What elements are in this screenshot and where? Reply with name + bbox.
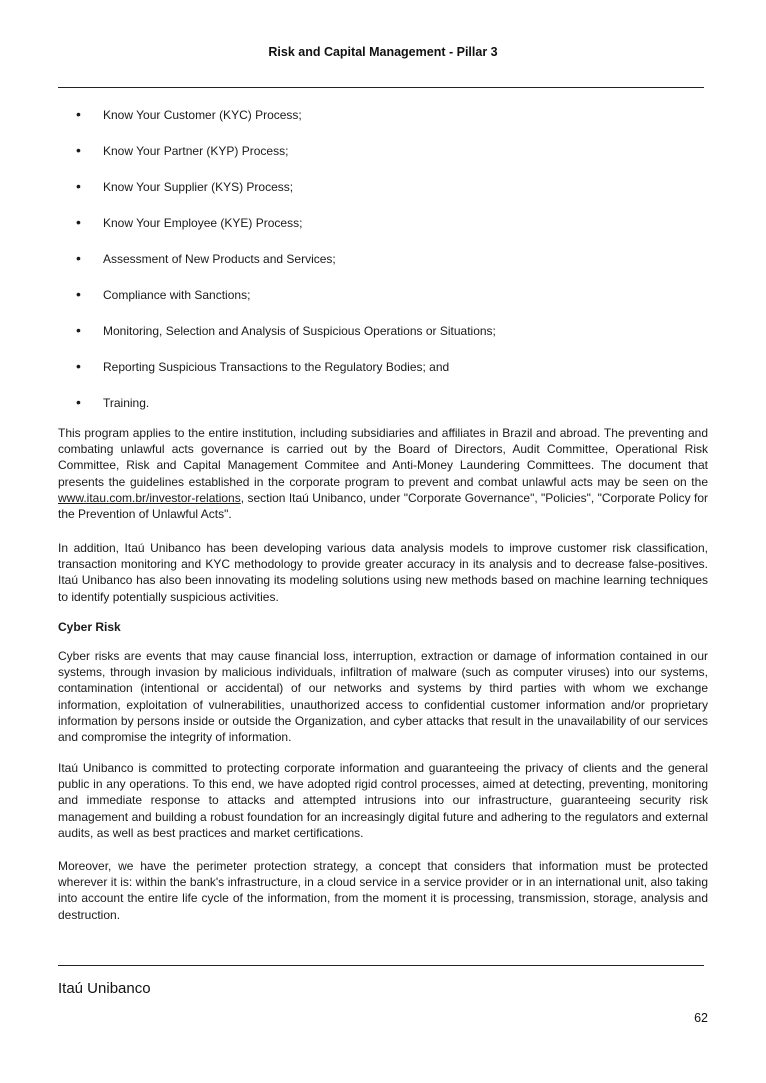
list-item: • Know Your Supplier (KYS) Process; — [76, 178, 294, 194]
list-item: • Know Your Customer (KYC) Process; — [76, 106, 302, 122]
footer-company-name: Itaú Unibanco — [58, 980, 151, 997]
investor-relations-link[interactable]: www.itau.com.br/investor-relations — [58, 490, 241, 505]
bullet-icon: • — [76, 142, 81, 158]
header-divider — [58, 87, 704, 88]
bullet-icon: • — [76, 358, 81, 374]
commitment-paragraph: Itaú Unibanco is committed to protecting corporate information and guaranteeing the privacy of clients and the general public in any operations. To this end, we have adopted rigid control processes, aimed at detecting, preventing, monitoring and immediate response to attacks and attempted intrusions into our infrastructure, guaranteeing security risk management and building a robust foundation for an increasingly digital future and adhering to the regulators and external audits, as well as best practices and market certifications. — [58, 761, 708, 840]
program-paragraph: This program applies to the entire institution, including subsidiaries and affiliates in Brazil and abroad. The preventing and combating unlawful acts governance is carried out by the Board of Directors, Audit Committee, Operational Risk Committee, Risk and Capital Management Commitee and Anti-Money Laundering Committees. The document that presents the guidelines established in the corporate program to prevent and combat unlawful acts may be seen on the www.itau.com.br/investor-relations, section Itaú Unibanco, under "Corporate Governance", "Policies", "Corporate Policy for the Prevention of Unlawful Acts". — [58, 426, 708, 522]
controls-bullet-list — [58, 106, 708, 430]
page-header-title: Risk and Capital Management - Pillar 3 — [268, 45, 498, 59]
list-item: • Reporting Suspicious Transactions to the Regulatory Bodies; and — [76, 358, 450, 374]
perimeter-block — [58, 858, 708, 923]
bullet-icon: • — [76, 286, 81, 302]
commitment-block — [58, 760, 708, 841]
bullet-icon: • — [76, 394, 81, 410]
bullet-icon: • — [76, 178, 81, 194]
page-number: 62 — [694, 1011, 708, 1025]
list-item: • Know Your Employee (KYE) Process; — [76, 214, 303, 230]
bullet-icon: • — [76, 214, 81, 230]
perimeter-paragraph: Moreover, we have the perimeter protection strategy, a concept that considers that information must be protected wherever it is: within the bank's infrastructure, in a cloud service in a service provider or in an international unit, also taking into account the entire life cycle of the information, from the moment it is processing, transmission, storage, analysis and destruction. — [58, 859, 708, 922]
cyber-definition-block — [58, 648, 708, 745]
bullet-icon: • — [76, 322, 81, 338]
list-item: • Training. — [76, 394, 150, 410]
bullet-icon: • — [76, 106, 81, 122]
addition-paragraph: In addition, Itaú Unibanco has been developing various data analysis models to improve customer risk classification, transaction monitoring and KYC methodology to provide greater accuracy in its analysis and to decrease false-positives. Itaú Unibanco has also been innovating its modeling solutions using new methods based on machine learning techniques to identify potentially suspicious activities. — [58, 541, 708, 604]
list-item: • Assessment of New Products and Services; — [76, 250, 336, 266]
cyber-risk-section — [58, 619, 708, 635]
list-item: • Monitoring, Selection and Analysis of Suspicious Operations or Situations; — [76, 322, 496, 338]
bullet-icon: • — [76, 250, 81, 266]
program-paragraph-block — [58, 425, 708, 522]
list-item: • Compliance with Sanctions; — [76, 286, 251, 302]
footer-divider — [58, 965, 704, 966]
list-item: • Know Your Partner (KYP) Process; — [76, 142, 289, 158]
cyber-definition-paragraph: Cyber risks are events that may cause financial loss, interruption, extraction or damage of information contained in our systems, through invasion by malicious individuals, infiltration of malware (such as computer viruses) into our systems, contamination (intentional or accidental) of our networks and systems by third parties with whom we exchange information, exploitation of vulnerabilities, unauthorized access to confidential customer information and/or proprietary information by persons inside or outside the Organization, and cyber attacks that result in the unavailability of our services and compromise the integrity of information. — [58, 649, 708, 745]
cyber-risk-heading: Cyber Risk — [58, 620, 121, 634]
addition-paragraph-block — [58, 540, 708, 605]
